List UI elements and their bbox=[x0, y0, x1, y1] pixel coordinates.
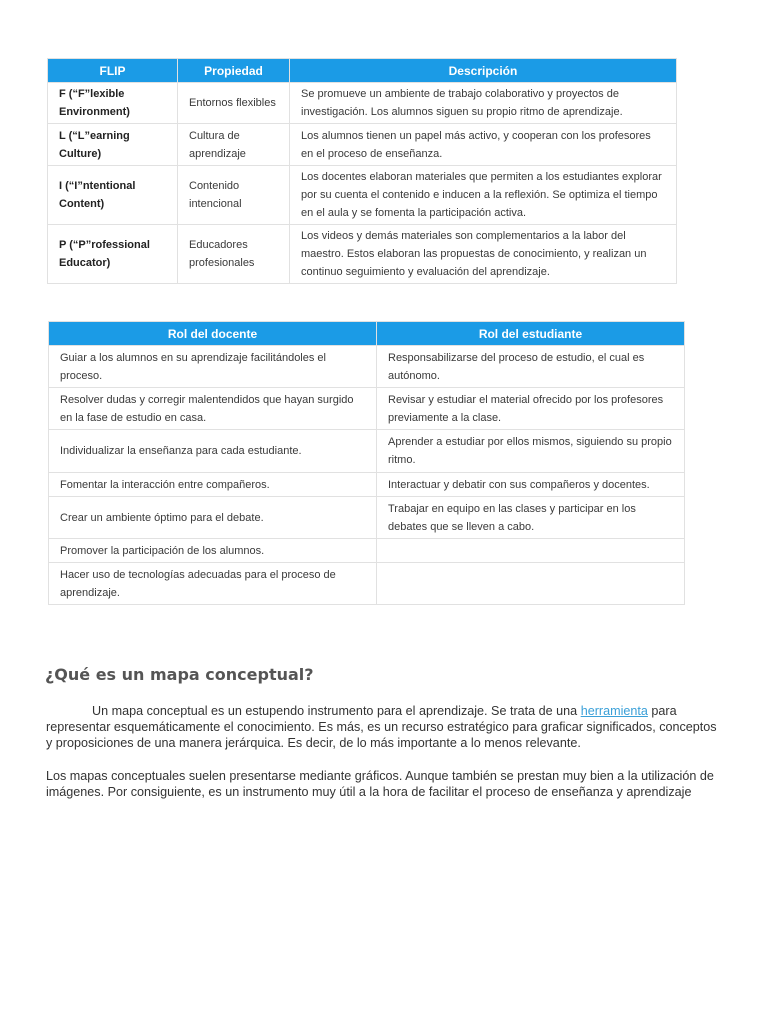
estudiante-cell bbox=[377, 539, 685, 563]
estudiante-cell: Aprender a estudiar por ellos mismos, siguiendo su propio ritmo. bbox=[377, 430, 685, 473]
docente-cell: Guiar a los alumnos en su aprendizaje facilitándoles el proceso. bbox=[49, 346, 377, 388]
table-row bbox=[48, 225, 677, 284]
table-row bbox=[49, 563, 685, 605]
flip-cell: I (“I”ntentional Content) bbox=[48, 166, 178, 225]
table-row bbox=[48, 166, 677, 225]
paragraph-text: Un mapa conceptual es un estupendo instrumento para el aprendizaje. Se trata de una bbox=[92, 704, 581, 718]
property-cell: Contenido intencional bbox=[178, 166, 290, 225]
description-cell: Los alumnos tienen un papel más activo, y cooperan con los profesores en el proceso de enseñanza. bbox=[290, 124, 677, 166]
paragraph-graphics: Los mapas conceptuales suelen presentarse mediante gráficos. Aunque también se prestan muy bien a la utilización de imágenes. Por consiguiente, es un instrumento muy útil a la hora de facilitar el proceso de enseñanza y aprendizaje bbox=[46, 769, 714, 799]
header-rol-docente: Rol del docente bbox=[49, 322, 377, 346]
docente-cell: Fomentar la interacción entre compañeros. bbox=[49, 473, 377, 497]
flip-cell: F (“F”lexible Environment) bbox=[48, 83, 178, 124]
property-cell: Entornos flexibles bbox=[178, 83, 290, 124]
flip-table bbox=[47, 58, 677, 284]
header-rol-estudiante: Rol del estudiante bbox=[377, 322, 685, 346]
paragraph-text: para representar esquemáticamente el conocimiento. Es más, es un recurso estratégico para graficar significados, conceptos y proposiciones de una manera jerárquica. Es decir, de lo más importante a lo menos relevante. bbox=[46, 704, 717, 750]
flip-table-header-row bbox=[48, 59, 677, 83]
estudiante-cell: Responsabilizarse del proceso de estudio, el cual es autónomo. bbox=[377, 346, 685, 388]
header-propiedad: Propiedad bbox=[178, 59, 290, 83]
property-cell: Educadores profesionales bbox=[178, 225, 290, 284]
roles-table bbox=[48, 321, 685, 605]
header-flip: FLIP bbox=[48, 59, 178, 83]
table-row bbox=[49, 346, 685, 388]
table-row bbox=[48, 83, 677, 124]
table-row bbox=[49, 497, 685, 539]
estudiante-cell: Trabajar en equipo en las clases y participar en los debates que se lleven a cabo. bbox=[377, 497, 685, 539]
docente-cell: Resolver dudas y corregir malentendidos que hayan surgido en la fase de estudio en casa. bbox=[49, 388, 377, 430]
property-cell: Cultura de aprendizaje bbox=[178, 124, 290, 166]
docente-cell: Promover la participación de los alumnos. bbox=[49, 539, 377, 563]
estudiante-cell: Interactuar y debatir con sus compañeros y docentes. bbox=[377, 473, 685, 497]
table-row bbox=[49, 388, 685, 430]
estudiante-cell bbox=[377, 563, 685, 605]
roles-table-header-row bbox=[49, 322, 685, 346]
description-cell: Los videos y demás materiales son complementarios a la labor del maestro. Estos elaboran las propuestas de conocimiento, y realizan un continuo seguimiento y evaluación del aprendizaje. bbox=[290, 225, 677, 284]
table-row bbox=[48, 124, 677, 166]
table-row bbox=[49, 539, 685, 563]
docente-cell: Hacer uso de tecnologías adecuadas para el proceso de aprendizaje. bbox=[49, 563, 377, 605]
herramienta-link[interactable]: herramienta bbox=[580, 704, 648, 718]
description-cell: Los docentes elaboran materiales que permiten a los estudiantes explorar por su cuenta el contenido e inducen a la reflexión. Se optimiza el tiempo en el aula y se fomenta la participación activa. bbox=[290, 166, 677, 225]
description-cell: Se promueve un ambiente de trabajo colaborativo y proyectos de investigación. Los alumnos siguen su propio ritmo de aprendizaje. bbox=[290, 83, 677, 124]
docente-cell: Crear un ambiente óptimo para el debate. bbox=[49, 497, 377, 539]
estudiante-cell: Revisar y estudiar el material ofrecido por los profesores previamente a la clase. bbox=[377, 388, 685, 430]
flip-cell: L (“L”earning Culture) bbox=[48, 124, 178, 166]
section-heading: ¿Qué es un mapa conceptual? bbox=[45, 665, 314, 684]
header-descripcion: Descripción bbox=[290, 59, 677, 83]
docente-cell: Individualizar la enseñanza para cada estudiante. bbox=[49, 430, 377, 473]
table-row bbox=[49, 473, 685, 497]
flip-cell: P (“P”rofessional Educator) bbox=[48, 225, 178, 284]
paragraph-intro bbox=[46, 703, 726, 751]
table-row bbox=[49, 430, 685, 473]
